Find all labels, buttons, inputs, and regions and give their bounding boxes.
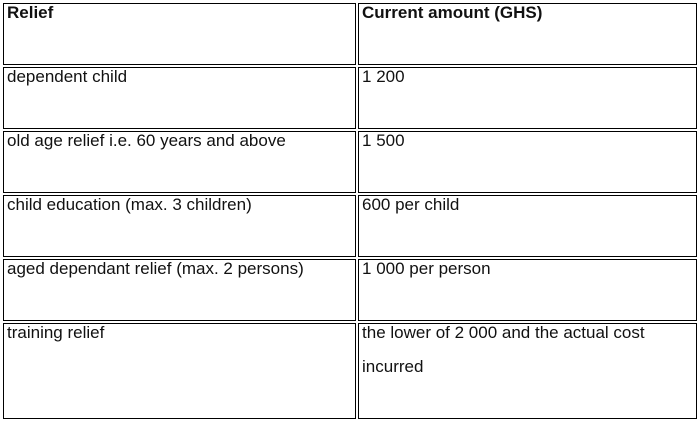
relief-cell: aged dependant relief (max. 2 persons) [3, 259, 356, 321]
amount-cell: 1 500 [358, 131, 697, 193]
relief-cell: old age relief i.e. 60 years and above [3, 131, 356, 193]
relief-cell: child education (max. 3 children) [3, 195, 356, 257]
relief-cell: training relief [3, 323, 356, 419]
header-current-amount: Current amount (GHS) [358, 3, 697, 65]
table-row [3, 323, 697, 419]
table-row [3, 259, 697, 321]
table-row [3, 131, 697, 193]
amount-cell: the lower of 2 000 and the actual cost incurred [358, 323, 697, 419]
amount-cell: 1 000 per person [358, 259, 697, 321]
amount-cell: 600 per child [358, 195, 697, 257]
relief-cell: dependent child [3, 67, 356, 129]
table-row [3, 195, 697, 257]
relief-table [1, 1, 699, 421]
header-relief: Relief [3, 3, 356, 65]
table-row [3, 67, 697, 129]
table-header-row [3, 3, 697, 65]
amount-cell: 1 200 [358, 67, 697, 129]
